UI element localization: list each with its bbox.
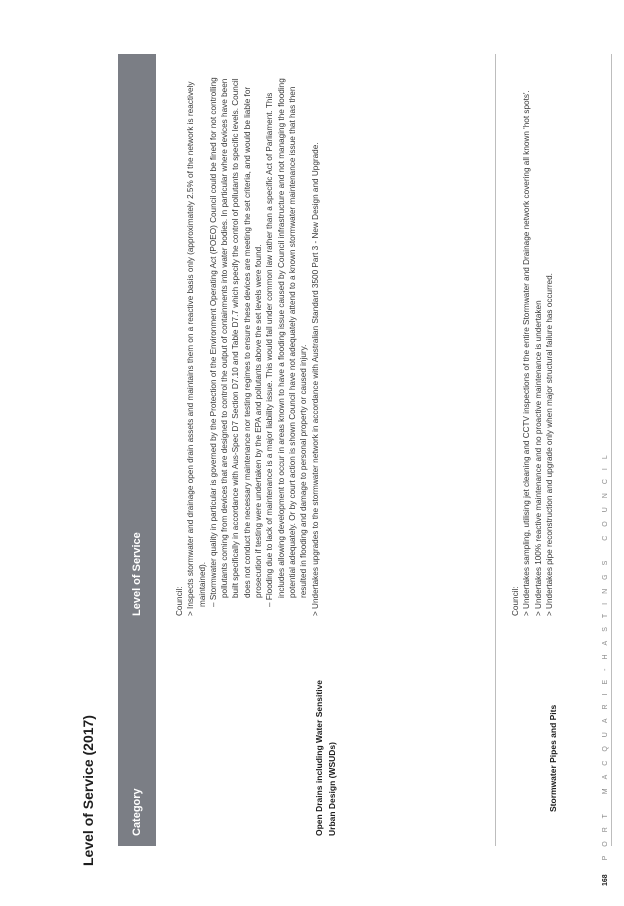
category-label: Open Drains including Water Sensitive Urban Design (WSUDs) — [314, 679, 337, 836]
header-level-of-service: Level of Service — [118, 54, 156, 646]
table-row — [496, 54, 612, 846]
los-line: > Undertakes pipe reconstruction and upgrade only when major structural failure has occurred. — [544, 273, 554, 616]
header-category: Category — [118, 646, 156, 846]
los-line: Council: — [511, 586, 520, 616]
level-of-service-cell — [496, 54, 611, 646]
los-line: – Flooding due to lack of maintenance is a major liability issue. This would fall under common law rather than a specific Act of Parliament. This includes allowing development to occur in areas known to have a flooding issue caused by Council infrastructure and not managing the flooding potential adequately. Or by court action is shown Council have not adequately attend to a known stormwater maintenance issue that has then resulted in flooding and damage to personal property or caused injury. — [265, 78, 309, 607]
page-number: 168 — [602, 874, 609, 886]
table-row — [156, 54, 496, 846]
level-of-service-table — [118, 54, 612, 846]
category-cell — [156, 646, 495, 846]
los-line: > Undertakes upgrades to the stormwater network in accordance with Australian Standard 3500 Part 3 - New Design and Upgrade. — [310, 142, 320, 616]
council-name: PORT MACQUARIE-HASTINGS COUNCIL — [602, 446, 609, 861]
page-footer — [602, 446, 609, 886]
los-line: > Undertakes sampling, utilising jet cleaning and CCTV inspections of the entire Stormwater and Drainage network covering all known 'hot spots'. — [522, 90, 532, 616]
level-of-service-cell — [156, 54, 495, 646]
los-line: > Undertakes 100% reactive maintenance and no proactive maintenance is undertaken — [533, 300, 543, 616]
los-line: > Inspects stormwater and drainage open drain assets and maintains them on a reactive basis only (approximately 2.5% of the network is reactively maintained). — [186, 81, 207, 616]
page-title: Level of Service (2017) — [80, 715, 96, 866]
category-cell — [496, 646, 611, 846]
los-line: – Stormwater quality in particular is governed by the Protection of the Environment Operating Act (POEO) Council could be fined for not controlling pollutants coming from devices that are designed to control the output of containments into water bodies. In particular where devices have been built specifically in accordance with Aus-Spec D7 Section D7.10 and Table D7.7 which specify the control of pollutants to specific levels. Council does not conduct the necessary maintenance nor testing regimes to ensure these devices are meeting the set criteria, and would be liable for prosecution if testing were undertaken by the EPA and pollutants above the set levels were found. — [208, 77, 264, 607]
los-line: Council: — [175, 586, 184, 616]
category-label: Stormwater Pipes and Pits — [548, 704, 559, 812]
